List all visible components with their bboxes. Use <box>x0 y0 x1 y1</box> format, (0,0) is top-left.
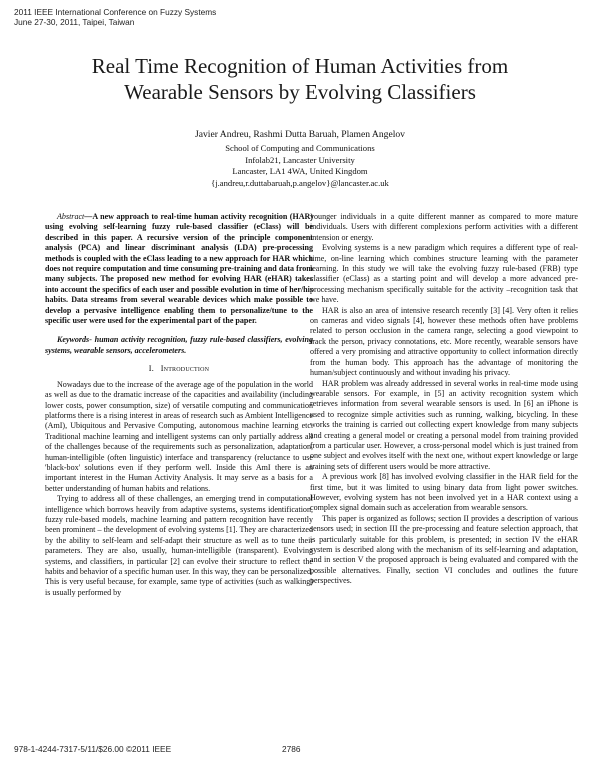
section-title: Introduction <box>160 364 210 374</box>
intro-paragraph-1: Nowadays due to the increase of the average age of the population in the world as well as due to the dramatic increase of the capacities and availability (including lower costs, power consumption, size) of versatile computing and communication platforms there is a rising interest in areas of research such as Ambient Intelligence (AmI), Ubiquitous and Pervasive Computing, autonomous machine learning etc. Traditional machine learning and intelligent systems can only partially address all of the challenges because of the requirements such as personalization, adaptation, human-intelligible (often linguistic) interface and transparency (reluctance to use 'black-box' solutions even if they perform well. Inside this AmI there is an important interest in the Human Activity Analysis. It may serve as a basis for a better understanding of human habits and relations. <box>45 379 313 493</box>
affiliation <box>0 143 600 189</box>
copyright-notice: 978-1-4244-7317-5/11/$26.00 ©2011 IEEE <box>14 744 172 754</box>
keywords <box>45 335 313 356</box>
section-heading-introduction <box>45 364 313 374</box>
intro-paragraph-2: Trying to address all of these challenges, an emerging trend in computational intelligence which borrows heavily from adaptive systems, systems identification, fuzzy rule-based models, machine learning and pattern recognition have recently been prominent – the development of evolving systems [1]. They are characterized by the ability to self-learn and self-adapt their structure as well as to tune their parameters. They are also, usually, human-intelligible (transparent). Evolving systems, and classifiers, in particular [2] can evolve their structure to reflect the habits and behavior of a specific human user. In this way, they can be personalized. This is very useful because, for example, same type of activities (such as walking) is usually performed by <box>45 494 313 597</box>
keywords-label: Keywords <box>57 335 90 345</box>
intro-paragraph-5: HAR is also an area of intensive research recently [3] [4]. Very often it relies on cameras and video signals [4], however these methods often have problems related to person occlusion in the camera range, selecting a good viewpoint to track the person, privacy connotations, etc. More recently, wearable sensors have offered a very promising and attractive opportunity to collect information directly from the human body. This approach has the advantage of monitoring the human/subject continuously and without invading his privacy. <box>310 305 578 378</box>
title-line-1: Real Time Recognition of Human Activities from <box>91 54 509 78</box>
paper-title <box>0 53 600 105</box>
left-column <box>45 212 313 598</box>
conference-name: 2011 IEEE International Conference on Fuzzy Systems <box>14 7 217 17</box>
affiliation-address: Lancaster, LA1 4WA, United Kingdom <box>232 166 368 177</box>
abstract-text: —A new approach to real-time human activity recognition (HAR) using evolving self-learning fuzzy rule-based classifier (eClass) will be described in this paper. A recursive version of the principle component analysis (PCA) and linear discriminant analysis (LDA) pre-processing methods is coupled with the eClass leading to a new approach for HAR which does not require computation and time consuming pre-training and data from many subjects. The proposed new method for evolving HAR (eHAR) takes into account the specifics of each user and possible evolution in time of her/his habits. Data streams from several wearable devices which make possible to develop a pervasive intelligence enabling them to personalize/tune to the specific user were used for the experimental part of the paper. <box>45 212 313 326</box>
page-number: 2786 <box>282 744 301 754</box>
affiliation-school: School of Computing and Communications <box>225 143 375 153</box>
intro-paragraph-4: Evolving systems is a new paradigm which requires a different type of real-time, on-line learning which combines structure learning with the parameter learning. In this study we will take the evolving fuzzy rule-based (FRB) type classifier (eClass) as a starting point and will develop a more advanced pre-processing mechanism specifically suitable for the activity –recognition task that we have. <box>310 243 578 305</box>
conference-dates: June 27-30, 2011, Taipei, Taiwan <box>14 17 135 27</box>
keywords-text: - human activity recognition, fuzzy rule-based classifiers, evolving systems, wearable sensors, accelerometers. <box>45 335 313 355</box>
affiliation-emails: {j.andreu,r.duttabaruah,p.angelov}@lancaster.ac.uk <box>211 177 389 188</box>
intro-paragraph-7: A previous work [8] has involved evolving classifier in the HAR field for the first time, but it was limited to using binary data from light power switches. However, evolving system has not been involved yet in a HAR context using a complex signal domain such as acceleration from wearable sensors. <box>310 472 578 513</box>
section-number: I. <box>148 364 154 374</box>
intro-paragraph-8: This paper is organized as follows; section II provides a description of various sensors used; in section III the pre-processing and feature selection approach, that is particularly suitable for this problem, is presented; in section IV the eHAR system is described along with the mechanism of its self-learning and adaptation, and in section V the proposed approach is being evaluated and compared with the possible alternatives. Finally, section VI concludes and outlines the future perspectives. <box>310 513 578 586</box>
intro-paragraph-3: younger individuals in a quite different manner as compared to more mature individuals. Users with different complexions perform activities with a different intension or energy. <box>310 212 578 242</box>
abstract <box>45 212 313 326</box>
authors: Javier Andreu, Rashmi Dutta Baruah, Plamen Angelov <box>195 129 405 140</box>
title-line-2: Wearable Sensors by Evolving Classifiers <box>124 80 476 104</box>
intro-paragraph-6: HAR problem was already addressed in several works in real-time mode using wearable sensors. For example, in [5] an activity recognition system which retrieves information from several wearable sensors is used. In [6] an iPhone is used to recognize simple activities such as running, walking, bicycling. In these works the training is carried out collecting expert knowledge from many subjects and creating a general model or creating a personal model from training provided from a particular user. However, a cross-personal model which is just trained from one subject and evolves itself with the next one, without expert knowledge or large training sets of different users would be more attractive. <box>310 378 578 471</box>
conference-header <box>14 7 216 27</box>
abstract-label: Abstract <box>57 212 85 221</box>
affiliation-lab: Infolab21, Lancaster University <box>245 154 355 165</box>
right-column <box>310 212 578 587</box>
